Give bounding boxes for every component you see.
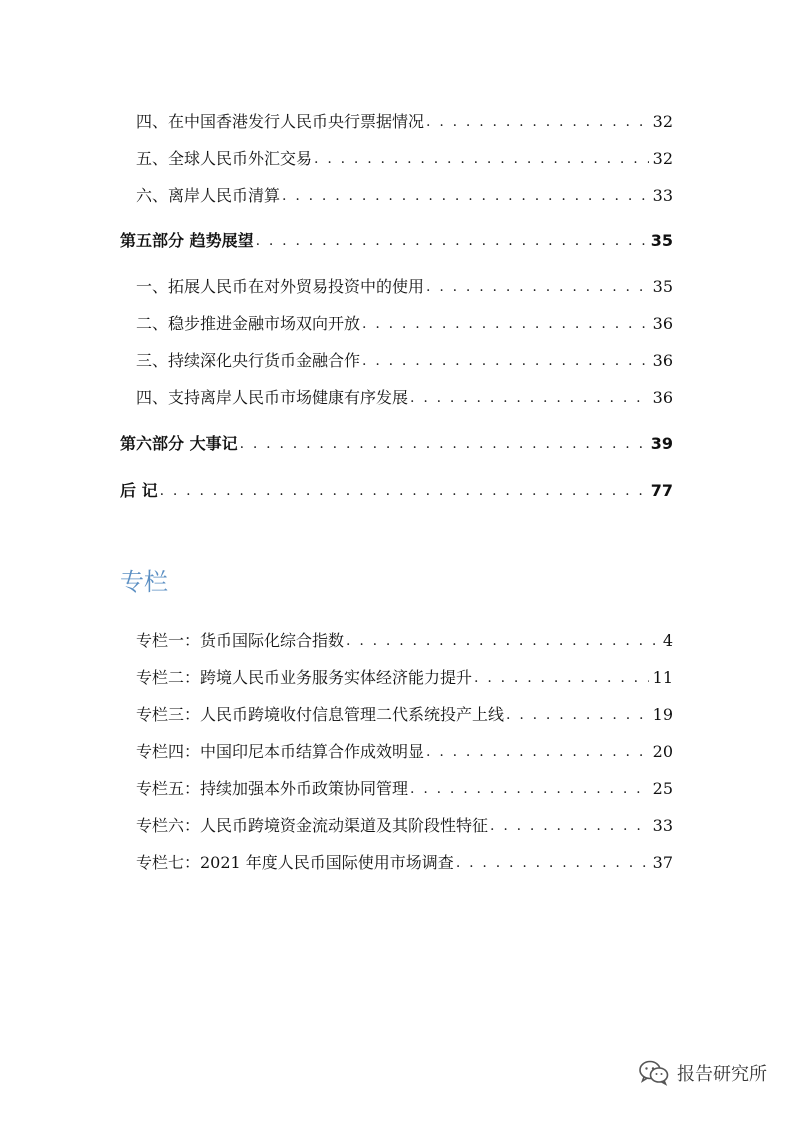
column-page-number: 25 [652, 779, 673, 798]
column-leader-dots [426, 741, 649, 763]
toc-leader-dots [362, 350, 649, 372]
toc-entry-4-5[interactable] [136, 144, 673, 170]
column-entry-2[interactable] [136, 663, 673, 689]
watermark-text: 报告研究所 [677, 1064, 767, 1085]
toc-leader-dots [314, 148, 649, 170]
toc-entry-5-2[interactable] [136, 309, 673, 335]
column-page-number: 33 [652, 816, 673, 835]
toc-page-number: 36 [652, 351, 673, 370]
toc-entry-5-1[interactable] [136, 272, 673, 298]
toc-label: 二、稳步推进金融市场双向开放 [136, 314, 361, 333]
column-page-number: 11 [652, 668, 673, 687]
toc-label: 三、持续深化央行货币金融合作 [136, 351, 361, 370]
toc-page-number: 36 [652, 388, 673, 407]
toc-label: 一、拓展人民币在对外贸易投资中的使用 [136, 277, 425, 296]
toc-leader-dots [160, 480, 647, 502]
column-entry-1[interactable] [136, 626, 673, 652]
toc-label: 第六部分 大事记 [120, 434, 238, 453]
toc-leader-dots [362, 313, 649, 335]
column-leader-dots [474, 667, 649, 689]
toc-part-6[interactable] [120, 429, 673, 455]
column-label: 专栏二：跨境人民币业务服务实体经济能力提升 [136, 668, 473, 687]
toc-leader-dots [256, 230, 647, 252]
toc-page-number: 32 [652, 149, 673, 168]
column-leader-dots [410, 778, 649, 800]
columns-heading: 专栏 [120, 568, 168, 596]
column-entry-4[interactable] [136, 737, 673, 763]
column-entry-6[interactable] [136, 811, 673, 837]
toc-label: 后 记 [120, 481, 158, 500]
toc-entry-4-4[interactable] [136, 107, 673, 133]
toc-afterword[interactable] [120, 476, 673, 502]
column-leader-dots [490, 815, 649, 837]
toc-page-number: 77 [650, 481, 673, 500]
toc-label: 五、全球人民币外汇交易 [136, 149, 313, 168]
watermark [639, 1060, 767, 1086]
column-leader-dots [346, 630, 659, 652]
toc-label: 第五部分 趋势展望 [120, 231, 254, 250]
toc-page-number: 33 [652, 186, 673, 205]
toc-page-number: 39 [650, 434, 673, 453]
toc-entry-5-4[interactable] [136, 383, 673, 409]
toc-part-5[interactable] [120, 226, 673, 252]
toc-entry-5-3[interactable] [136, 346, 673, 372]
column-page-number: 4 [662, 631, 673, 650]
toc-leader-dots [410, 387, 649, 409]
column-leader-dots [456, 852, 649, 874]
column-label: 专栏四：中国印尼本币结算合作成效明显 [136, 742, 425, 761]
toc-leader-dots [426, 276, 649, 298]
toc-page-number: 35 [652, 277, 673, 296]
wechat-icon [639, 1060, 669, 1086]
column-label: 专栏三：人民币跨境收付信息管理二代系统投产上线 [136, 705, 505, 724]
column-entry-3[interactable] [136, 700, 673, 726]
column-page-number: 37 [652, 853, 673, 872]
column-page-number: 20 [652, 742, 673, 761]
toc-label: 六、离岸人民币清算 [136, 186, 281, 205]
column-page-number: 19 [652, 705, 673, 724]
toc-leader-dots [240, 433, 647, 455]
toc-page-number: 36 [652, 314, 673, 333]
toc-leader-dots [282, 185, 649, 207]
toc-page-number: 32 [652, 112, 673, 131]
toc-label: 四、支持离岸人民币市场健康有序发展 [136, 388, 409, 407]
column-label: 专栏七：2021 年度人民币国际使用市场调查 [136, 853, 454, 872]
column-label: 专栏一：货币国际化综合指数 [136, 631, 345, 650]
toc-label: 四、在中国香港发行人民币央行票据情况 [136, 112, 425, 131]
column-leader-dots [506, 704, 649, 726]
toc-entry-4-6[interactable] [136, 181, 673, 207]
column-label: 专栏六：人民币跨境资金流动渠道及其阶段性特征 [136, 816, 489, 835]
column-entry-5[interactable] [136, 774, 673, 800]
toc-leader-dots [426, 111, 649, 133]
column-entry-7[interactable] [136, 848, 673, 874]
column-label: 专栏五：持续加强本外币政策协同管理 [136, 779, 409, 798]
toc-page-number: 35 [650, 231, 673, 250]
